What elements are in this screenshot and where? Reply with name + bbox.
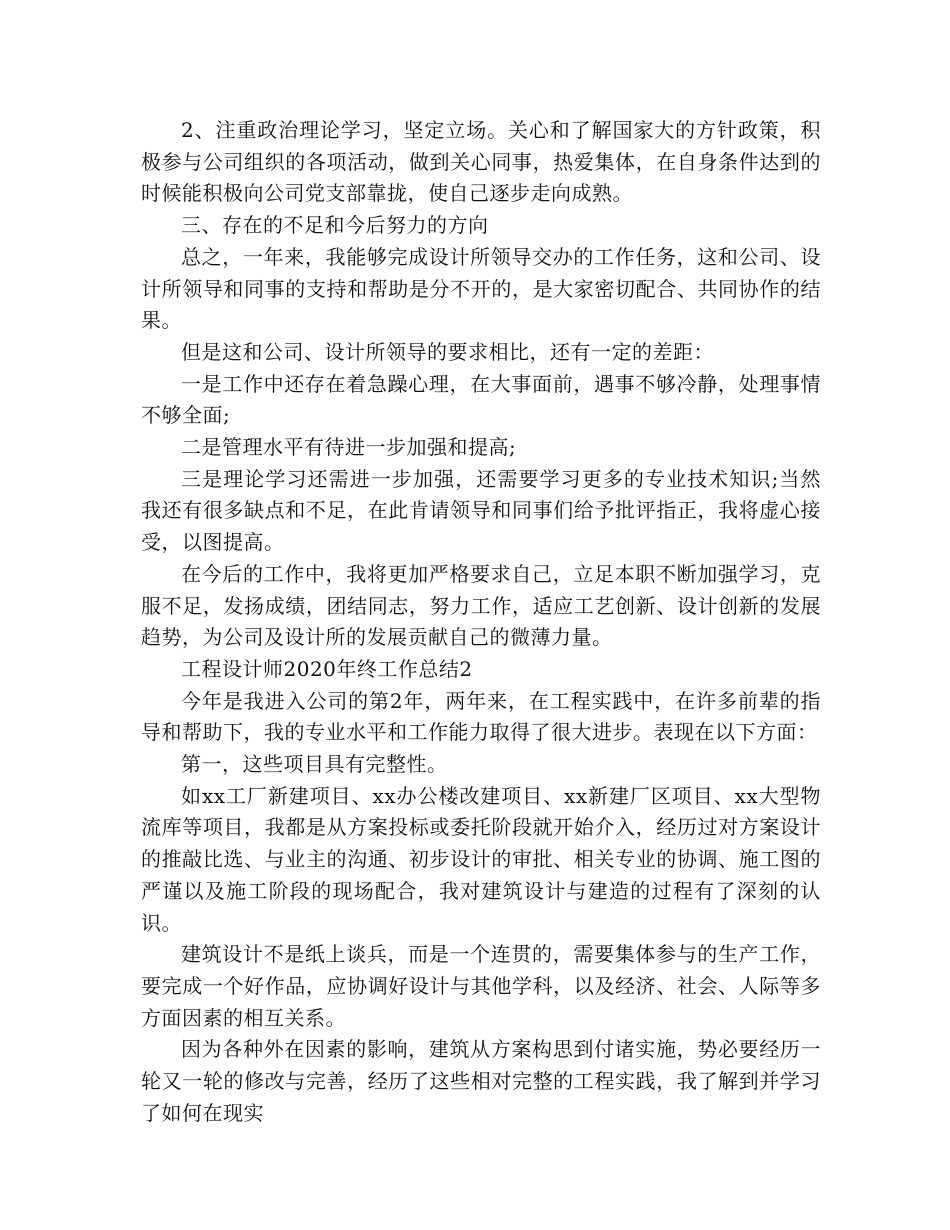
paragraph-architecture: 建筑设计不是纸上谈兵，而是一个连贯的，需要集体参与的生产工作，要完成一个好作品，应协调好设计与其他学科，以及经济、社会、人际等多方面因素的相互关系。 [141, 942, 821, 1030]
paragraph-projects: 如xx工厂新建项目、xx办公楼改建项目、xx新建厂区项目、xx大型物流库等项目，我都是从方案投标或委托阶段就开始介入，经历过对方案设计的推敲比选、与业主的沟通、初步设计的审批、相关专业的协调、施工图的严谨以及施工阶段的现场配合，我对建筑设计与建造的过程有了深刻的认识。 [141, 783, 821, 935]
paragraph-external-factors: 因为各种外在因素的影响，建筑从方案构思到付诸实施，势必要经历一轮又一轮的修改与完善，经历了这些相对完整的工程实践，我了解到并学习了如何在现实 [141, 1037, 821, 1125]
paragraph-summary: 总之，一年来，我能够完成设计所领导交办的工作任务，这和公司、设计所领导和同事的支持和帮助是分不开的，是大家密切配合、共同协作的结果。 [141, 244, 821, 333]
paragraph-political-study: 2、注重政治理论学习，坚定立场。关心和了解国家大的方针政策，积极参与公司组织的各项活动，做到关心同事，热爱集体，在自身条件达到的时候能积极向公司党支部靠拢，使自己逐步走向成熟。 [141, 118, 821, 206]
section-title-summary-2: 工程设计师2020年终工作总结2 [181, 656, 473, 681]
paragraph-gap-item-1: 一是工作中还存在着急躁心理，在大事面前，遇事不够冷静，处理事情不够全面; [141, 371, 821, 428]
paragraph-gap-item-3: 三是理论学习还需进一步加强，还需要学习更多的专业技术知识;当然我还有很多缺点和不足，在此肯请领导和同事们给予批评指正，我将虚心接受，以图提高。 [141, 466, 821, 555]
section-heading-shortcomings: 三、存在的不足和今后努力的方向 [181, 213, 489, 238]
paragraph-future-work: 在今后的工作中，我将更加严格要求自己，立足本职不断加强学习，克服不足，发扬成绩，团结同志，努力工作，适应工艺创新、设计创新的发展趋势，为公司及设计所的发展贡献自己的微薄力量。 [141, 561, 821, 650]
paragraph-first-point: 第一，这些项目具有完整性。 [181, 752, 448, 777]
paragraph-gap: 但是这和公司、设计所领导的要求相比，还有一定的差距： [181, 339, 714, 364]
paragraph-second-year: 今年是我进入公司的第2年，两年来，在工程实践中，在许多前辈的指导和帮助下，我的专业水平和工作能力取得了很大进步。表现在以下方面： [141, 688, 821, 745]
document-body [141, 115, 821, 1130]
paragraph-gap-item-2: 二是管理水平有待进一步加强和提高; [181, 435, 517, 460]
